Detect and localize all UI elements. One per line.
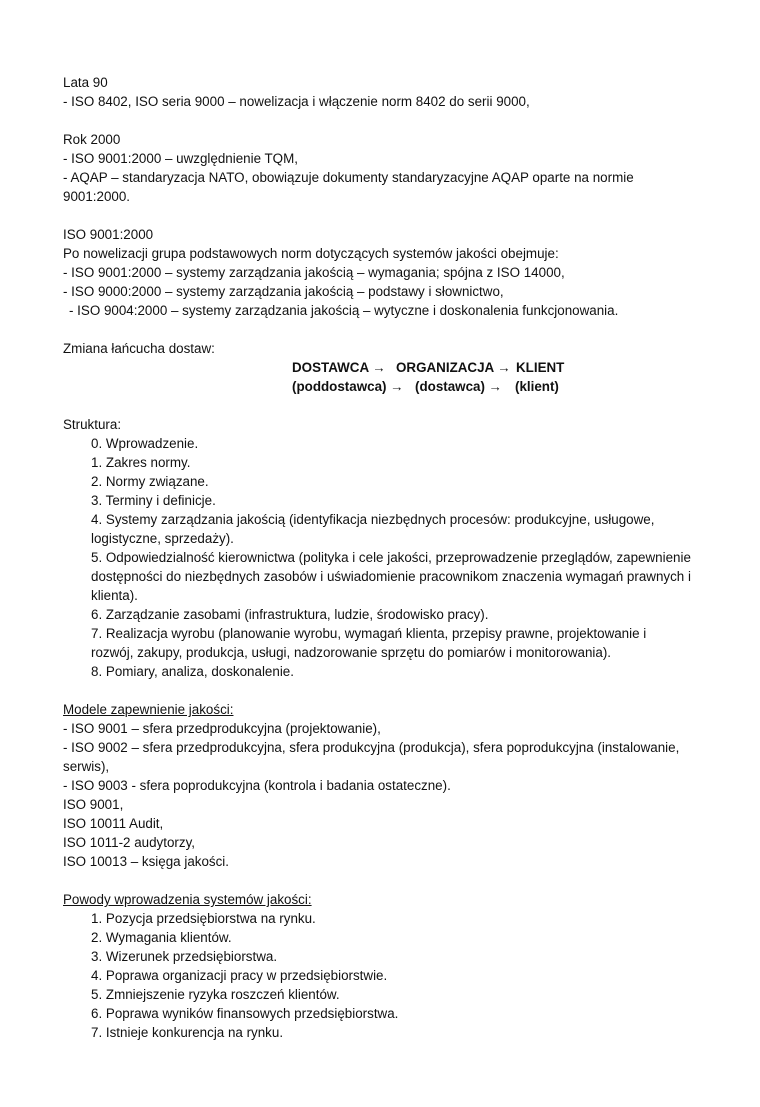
text-line: - ISO 9001:2000 – systemy zarządzania jakością – wymagania; spójna z ISO 14000,	[63, 265, 565, 280]
text-line: - ISO 9001 – sfera przedprodukcyjna (projektowanie),	[63, 721, 381, 736]
list-item: 0. Wprowadzenie.	[91, 436, 199, 451]
supply-chain-row-roles	[63, 377, 703, 396]
list-item: 2. Normy związane.	[91, 474, 209, 489]
text-line: - ISO 9000:2000 – systemy zarządzania jakością – podstawy i słownictwo,	[63, 284, 504, 299]
chain-client: KLIENT	[516, 360, 565, 375]
heading-quality-models: Modele zapewnienie jakości:	[63, 702, 234, 717]
list-item: 4. Poprawa organizacji pracy w przedsiębiorstwie.	[91, 968, 388, 983]
document-page	[63, 73, 703, 1042]
text-line: - ISO 9001:2000 – uwzględnienie TQM,	[63, 151, 298, 166]
list-item: 5. Odpowiedzialność kierownictwa (polityka i cele jakości, przeprowadzenie przeglądów, zapewnienie dostępności do niezbędnych zasobów i uświadomienie pracownikom znaczenia wymagań prawnych i klienta).	[91, 550, 691, 603]
text-line: - ISO 9003 - sfera poprodukcyjna (kontrola i badania ostateczne).	[63, 778, 451, 793]
heading-iso-9001-2000: ISO 9001:2000	[63, 227, 154, 242]
list-item: 5. Zmniejszenie ryzyka roszczeń klientów.	[91, 987, 340, 1002]
chain-supplier: DOSTAWCA →	[292, 360, 386, 375]
heading-lata-90: Lata 90	[63, 75, 108, 90]
heading-rok-2000: Rok 2000	[63, 132, 121, 147]
list-item: 3. Wizerunek przedsiębiorstwa.	[91, 949, 278, 964]
text-line: ISO 1011-2 audytorzy,	[63, 835, 195, 850]
list-item: 1. Zakres normy.	[91, 455, 191, 470]
text-line: ISO 10011 Audit,	[63, 816, 164, 831]
list-item: 7. Realizacja wyrobu (planowanie wyrobu, wymagań klienta, przepisy prawne, projektowanie i rozwój, zakupy, produkcja, usługi, nadzorowanie sprzętu do pomiarów i monitorowania).	[91, 626, 647, 660]
list-item: 4. Systemy zarządzania jakością (identyfikacja niezbędnych procesów: produkcyjne, usługowe, logistyczne, sprzedaży).	[91, 512, 655, 546]
text-line: - ISO 8402, ISO seria 9000 – nowelizacja i włączenie norm 8402 do serii 9000,	[63, 94, 530, 109]
heading-reasons: Powody wprowadzenia systemów jakości:	[63, 892, 312, 907]
text-line: - ISO 9004:2000 – systemy zarządzania jakością – wytyczne i doskonalenia funkcjonowania.	[69, 303, 619, 318]
heading-supply-chain: Zmiana łańcucha dostaw:	[63, 341, 215, 356]
list-item: 8. Pomiary, analiza, doskonalenie.	[91, 664, 294, 679]
supply-chain-row	[63, 358, 703, 377]
text-line: Po nowelizacji grupa podstawowych norm dotyczących systemów jakości obejmuje:	[63, 246, 559, 261]
list-item: 3. Terminy i definicje.	[91, 493, 216, 508]
list-item: 6. Poprawa wyników finansowych przedsiębiorstwa.	[91, 1006, 399, 1021]
list-item: 1. Pozycja przedsiębiorstwa na rynku.	[91, 911, 316, 926]
chain-supplier-role: (dostawca) →	[415, 379, 503, 394]
list-item: 6. Zarządzanie zasobami (infrastruktura, ludzie, środowisko pracy).	[91, 607, 489, 622]
reasons-list	[63, 909, 703, 1042]
list-item: 7. Istnieje konkurencja na rynku.	[91, 1025, 284, 1040]
structure-list	[63, 434, 703, 681]
text-line: ISO 10013 – księga jakości.	[63, 854, 229, 869]
text-line: - ISO 9002 – sfera przedprodukcyjna, sfera produkcyjna (produkcja), sfera poprodukcyjna (instalowanie, serwis),	[63, 740, 680, 774]
chain-client-role: (klient)	[515, 379, 559, 394]
text-line: - AQAP – standaryzacja NATO, obowiązuje dokumenty standaryzacyjne AQAP oparte na normie 9001:2000.	[63, 170, 634, 204]
chain-organization: ORGANIZACJA →	[396, 360, 511, 375]
chain-subsupplier: (poddostawca) →	[292, 379, 404, 394]
text-line: ISO 9001,	[63, 797, 124, 812]
heading-structure: Struktura:	[63, 417, 122, 432]
list-item: 2. Wymagania klientów.	[91, 930, 232, 945]
